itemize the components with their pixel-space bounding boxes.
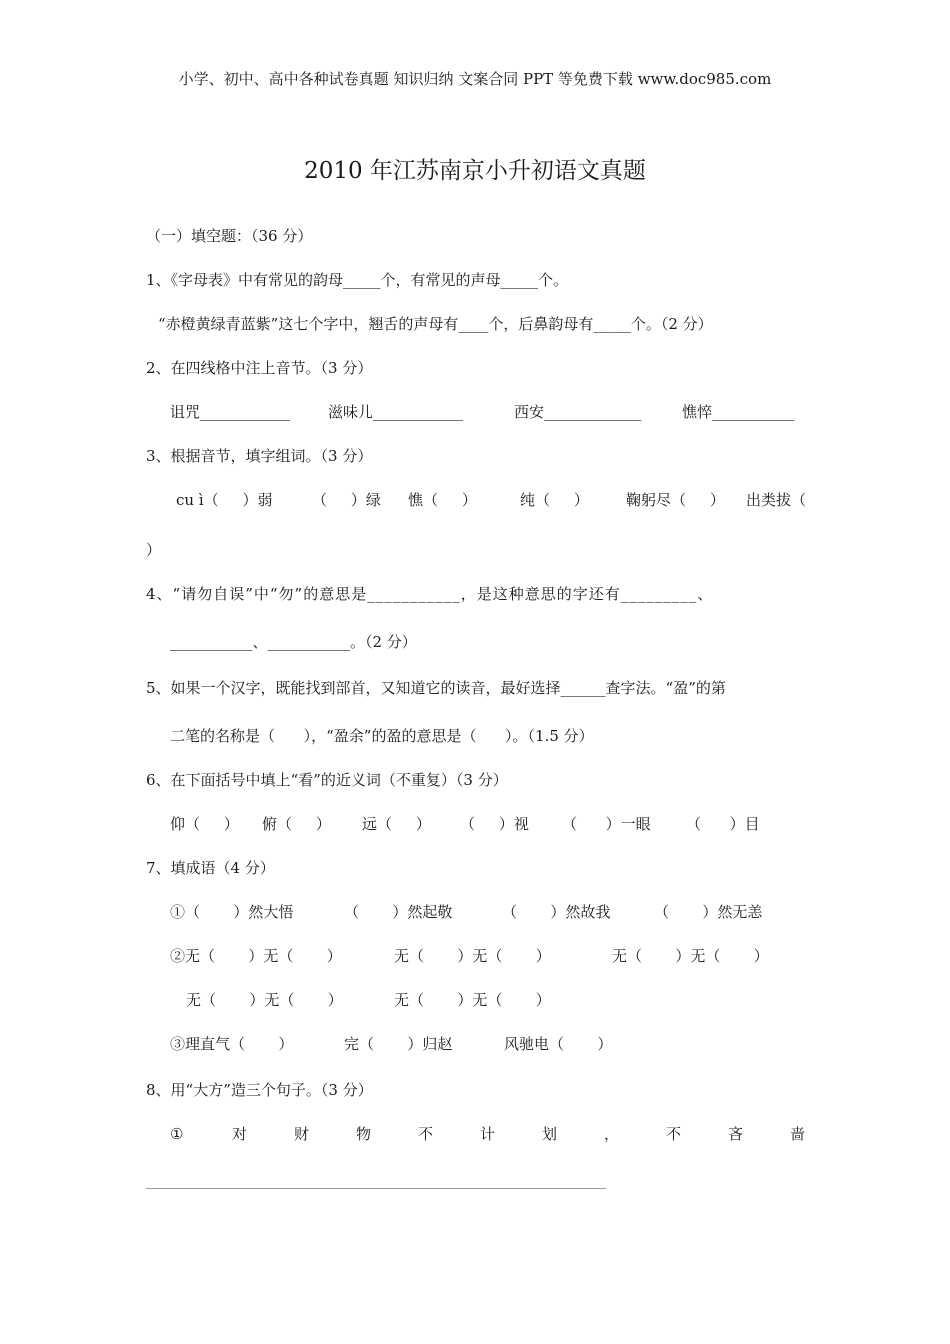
q6-item: 远（ ） [362,815,431,833]
q7-idiom: ③理直气（ ） [170,1035,294,1053]
q8-char: ① [170,1125,184,1143]
q3-item: 出类拔（ [746,491,807,509]
q7-idiom: 完（ ）归赵 [344,1035,453,1053]
q3-item: 纯（ ） [520,491,589,509]
q7-idiom: （ ）然起敬 [344,903,453,921]
section-heading: （一）填空题：（36 分） [146,227,313,245]
q2-item: 诅咒____________ [170,403,291,421]
q8-char: 对 [232,1125,248,1143]
q7-idiom: ②无（ ）无（ ） [170,947,342,965]
q6-item: 俯（ ） [262,815,331,833]
exam-title: 2010 年江苏南京小升初语文真题 [304,158,646,184]
q3-line3: ） [146,541,162,559]
q2-item: 滋味儿____________ [328,403,464,421]
q3-line1: 3、根据音节，填字组词。（3 分） [146,447,373,465]
q8-char: 财 [294,1125,310,1143]
q2-line1: 2、在四线格中注上音节。（3 分） [146,359,373,377]
q7-idiom: 无（ ）无（ ） [186,991,343,1009]
q7-idiom: 无（ ）无（ ） [394,947,551,965]
q5-line1: 5、如果一个汉字，既能找到部首，又知道它的读音，最好选择______查字法。“盈”的第 [146,679,726,697]
q3-item: cu ì（ ）弱 [176,491,273,509]
q2-item: 西安_____________ [514,403,642,421]
q4-line2: ___________、___________。（2 分） [170,633,417,651]
q3-item: （ ）绿 [312,491,381,509]
q8-char: 吝 [728,1125,744,1143]
q6-item: （ ）一眼 [562,815,651,833]
q2-item: 憔悴___________ [682,403,795,421]
q6-item: （ ）视 [460,815,529,833]
q1-line1: 1、《字母表》中有常见的韵母_____个，有常见的声母_____个。 [146,271,569,289]
footer-divider [146,1188,606,1189]
q7-idiom: 无（ ）无（ ） [612,947,769,965]
q7-idiom: 无（ ）无（ ） [394,991,551,1009]
q1-line2: “赤橙黄绿青蓝紫”这七个字中，翘舌的声母有____个，后鼻韵母有_____个。（2 分） [158,315,713,333]
q7-idiom: ①（ ）然大悟 [170,903,294,921]
q8-char: 划 [542,1125,558,1143]
q7-idiom: （ ）然故我 [502,903,611,921]
q4-line1: 4、“请勿自误”中“勿”的意思是___________，是这种意思的字还有_________、 [146,585,714,603]
q7-line1: 7、填成语（4 分） [146,859,275,877]
q8-char: 物 [356,1125,372,1143]
q6-item: 仰（ ） [170,815,239,833]
q7-idiom: （ ）然无恙 [654,903,763,921]
q7-idiom: 风驰电（ ） [504,1035,613,1053]
q3-item: 鞠躬尽（ ） [626,491,725,509]
q3-item: 憔（ ） [408,491,477,509]
q8-char: 啬 [790,1125,806,1143]
q6-line1: 6、在下面括号中填上“看”的近义词（不重复）（3 分） [146,771,508,789]
q8-line1: 8、用“大方”造三个句子。（3 分） [146,1081,373,1099]
q8-char: 计 [480,1125,496,1143]
q5-line2: 二笔的名称是（ ），“盈余”的盈的意思是（ ）。（1.5 分） [170,727,594,745]
q8-char: ， [604,1125,620,1143]
q8-char: 不 [418,1125,434,1143]
q6-item: （ ）目 [686,815,760,833]
q8-char: 不 [666,1125,682,1143]
page-header: 小学、初中、高中各种试卷真题 知识归纳 文案合同 PPT 等免费下载 www.doc985.com [178,70,772,88]
